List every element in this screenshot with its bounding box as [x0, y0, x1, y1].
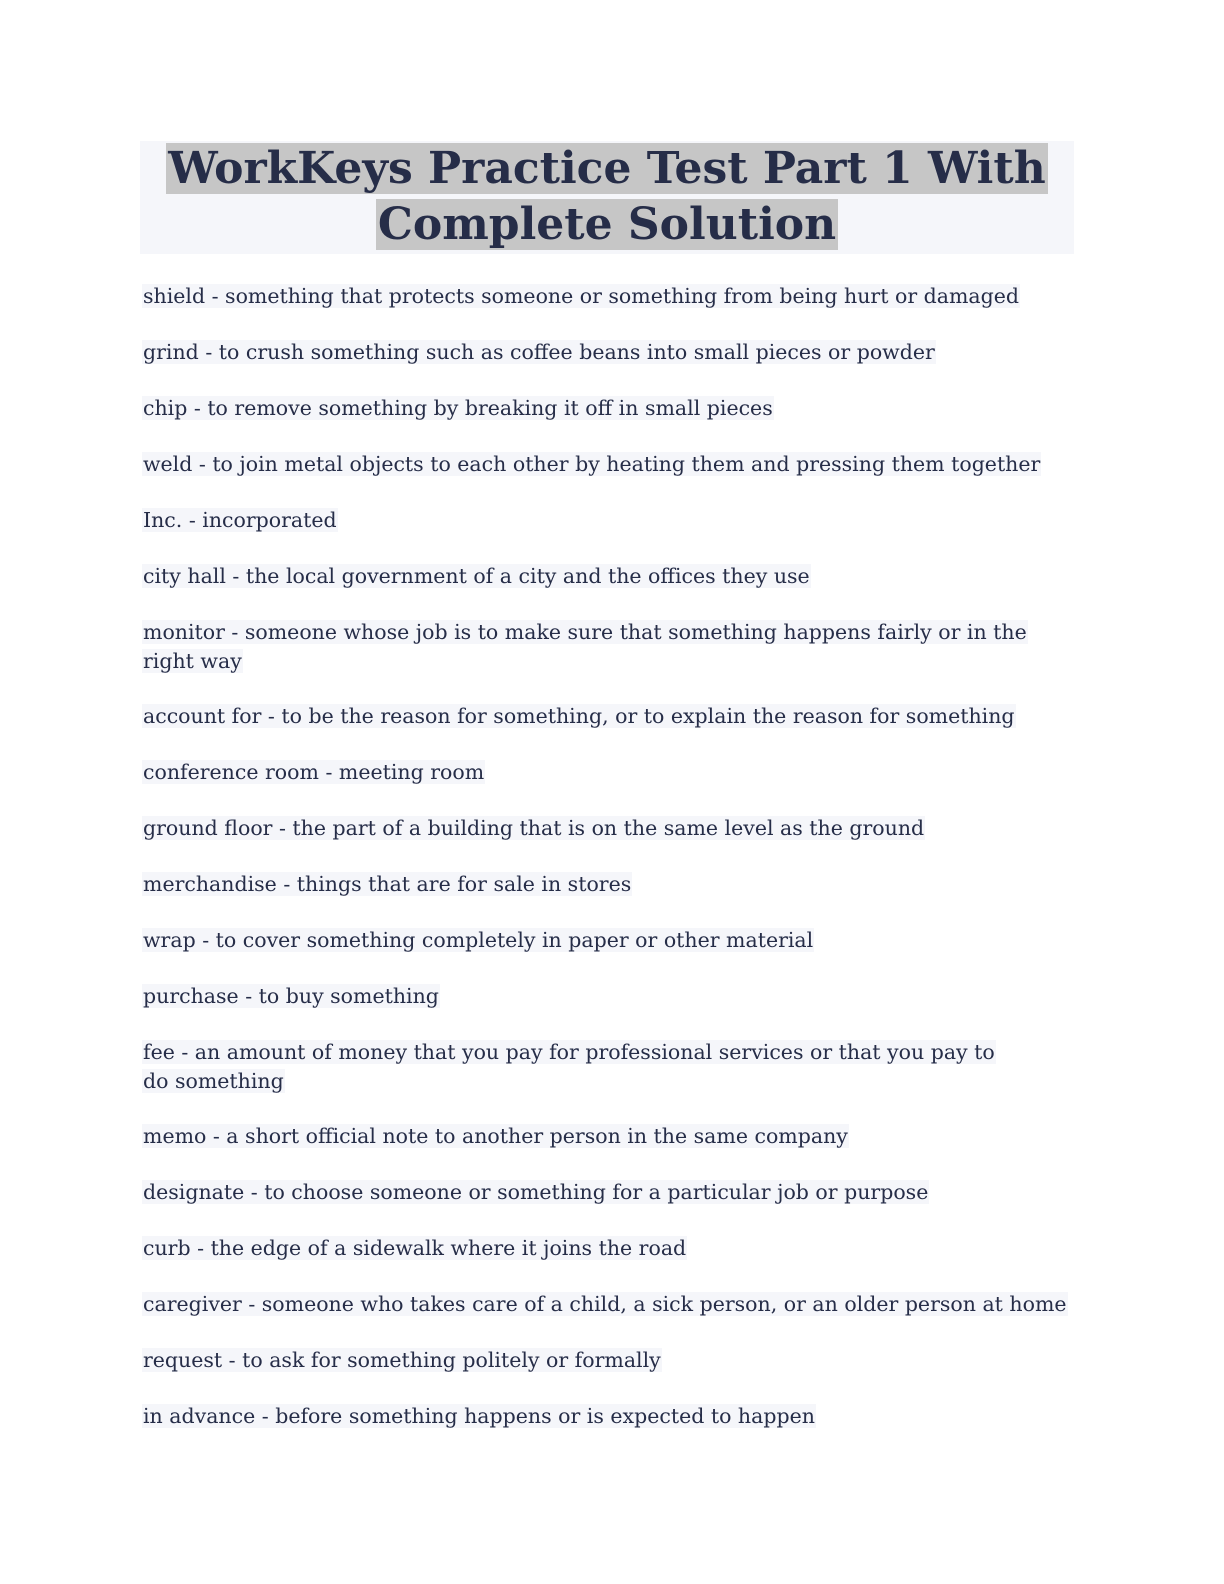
entry-text: designate - to choose someone or something for a particular job or purpose	[143, 1180, 929, 1204]
entry-text: curb - the edge of a sidewalk where it joins the road	[143, 1236, 687, 1260]
entry-text: conference room - meeting room	[143, 760, 485, 784]
entry-text: merchandise - things that are for sale in stores	[143, 872, 632, 896]
entry-text: chip - to remove something by breaking it off in small pieces	[143, 396, 773, 420]
glossary-entry	[142, 870, 1072, 899]
document-title-line-2	[140, 197, 1074, 253]
entry-text: in advance - before something happens or is expected to happen	[143, 1404, 815, 1428]
glossary-entry	[142, 562, 1072, 591]
entry-text: account for - to be the reason for something, or to explain the reason for something	[143, 704, 1015, 728]
document-title-block	[140, 141, 1074, 254]
glossary-entry	[142, 1346, 1072, 1375]
title-highlight-2: Complete Solution	[377, 199, 837, 250]
entry-text: grind - to crush something such as coffee beans into small pieces or powder	[143, 340, 935, 364]
glossary-entry	[142, 1038, 1022, 1095]
entry-text: ground floor - the part of a building that is on the same level as the ground	[143, 816, 925, 840]
entry-text: request - to ask for something politely or formally	[143, 1348, 661, 1372]
glossary-entry	[142, 506, 1072, 535]
entry-text: purchase - to buy something	[143, 984, 439, 1008]
glossary-entry	[142, 1178, 1072, 1207]
glossary-entry	[142, 618, 1072, 675]
entry-text: memo - a short official note to another person in the same company	[143, 1124, 848, 1148]
glossary-entry	[142, 926, 1072, 955]
glossary-entry	[142, 1122, 1072, 1151]
glossary-entry	[142, 394, 1072, 423]
glossary-entry	[142, 1290, 1072, 1319]
glossary-entry	[142, 758, 1072, 787]
glossary-entry	[142, 1234, 1072, 1263]
entry-text: caregiver - someone who takes care of a child, a sick person, or an older person at home	[143, 1292, 1067, 1316]
glossary-entry	[142, 450, 1072, 479]
entry-text: wrap - to cover something completely in paper or other material	[143, 928, 814, 952]
entry-text: shield - something that protects someone or something from being hurt or damaged	[143, 284, 1020, 308]
glossary-entry	[142, 338, 1072, 367]
entry-text: weld - to join metal objects to each other by heating them and pressing them together	[143, 452, 1041, 476]
document-title-line-1	[140, 141, 1074, 197]
glossary-entry	[142, 702, 1072, 731]
entry-text: city hall - the local government of a city and the offices they use	[143, 564, 810, 588]
glossary-entry	[142, 282, 1072, 311]
title-highlight-1: WorkKeys Practice Test Part 1 With	[168, 143, 1046, 194]
entry-text: fee - an amount of money that you pay for professional services or that you pay to do something	[143, 1040, 995, 1093]
glossary-entry	[142, 1402, 1072, 1431]
glossary-entry	[142, 814, 1072, 843]
entry-text: monitor - someone whose job is to make sure that something happens fairly or in the right way	[143, 620, 1027, 673]
glossary-entry	[142, 982, 1072, 1011]
entry-text: Inc. - incorporated	[143, 508, 337, 532]
